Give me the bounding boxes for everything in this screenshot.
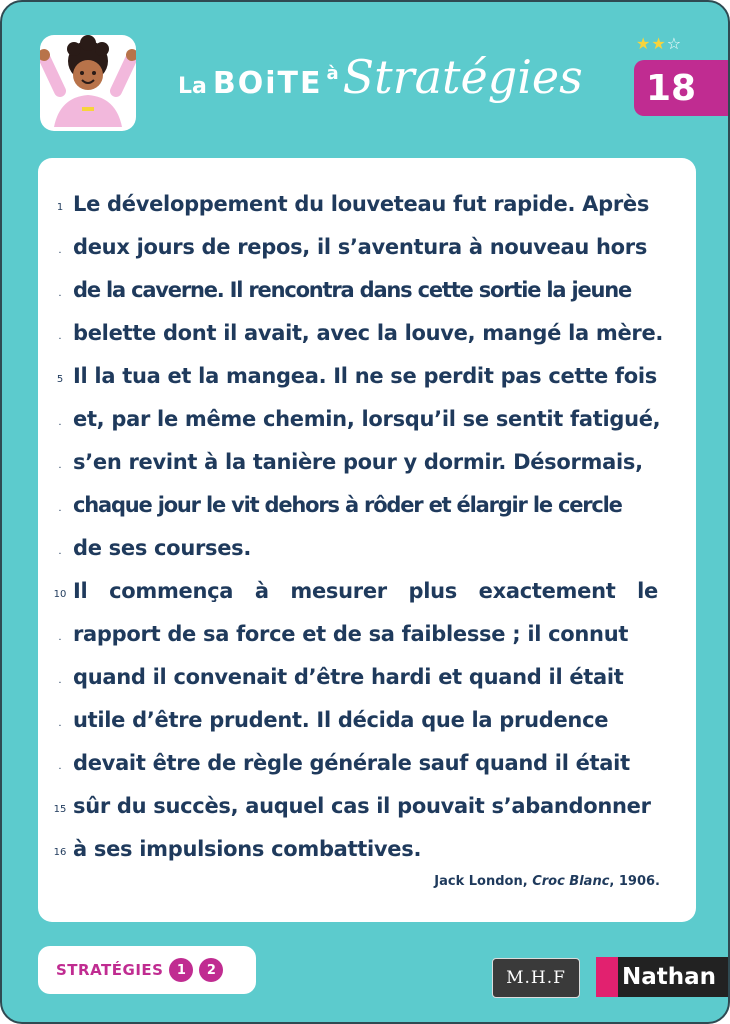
line-text: Il commença à mesurer plus exactement le	[73, 579, 658, 603]
brand-a: à	[326, 63, 339, 84]
citation-year: , 1906.	[609, 874, 660, 889]
text-line	[38, 233, 696, 267]
citation-author: Jack London,	[434, 874, 533, 889]
line-number: 15	[53, 804, 67, 815]
brand-title	[178, 50, 583, 130]
line-number: .	[58, 718, 62, 729]
text-line	[38, 663, 696, 697]
text-line	[38, 190, 696, 224]
nathan-logo	[596, 957, 730, 997]
text-line	[38, 362, 696, 396]
text-line	[38, 319, 696, 353]
text-line	[38, 835, 696, 869]
text-line	[38, 749, 696, 783]
mhf-logo: M.H.F	[492, 958, 580, 998]
text-line	[38, 448, 696, 482]
nathan-mark-icon	[596, 957, 618, 997]
line-text: et, par le même chemin, lorsqu’il se sentit fatigué,	[73, 407, 661, 431]
line-text: de ses courses.	[73, 536, 252, 560]
text-line	[38, 577, 696, 611]
star-filled-icon: ★	[651, 34, 667, 53]
line-text: s’en revint à la tanière pour y dormir. Désormais,	[73, 450, 643, 474]
line-text: Le développement du louveteau fut rapide. Après	[73, 192, 650, 216]
line-text: de la caverne. Il rencontra dans cette sortie la jeune	[73, 278, 632, 302]
source-citation	[434, 874, 660, 889]
star-filled-icon: ★	[636, 34, 652, 53]
line-text: devait être de règle générale sauf quand il était	[73, 751, 630, 775]
line-number: 10	[53, 589, 67, 600]
text-panel	[38, 158, 696, 922]
line-text: Il la tua et la mangea. Il ne se perdit pas cette fois	[73, 364, 657, 388]
strategies-box	[38, 946, 256, 994]
brand-strategies: Stratégies	[342, 50, 583, 104]
line-number: 1	[56, 202, 64, 213]
brand-boite: BOiTE	[212, 66, 323, 101]
strategies-label: STRATÉGIES	[56, 961, 164, 979]
text-line	[38, 620, 696, 654]
line-number: 5	[56, 374, 64, 385]
line-number: .	[58, 503, 62, 514]
line-number: .	[58, 245, 62, 256]
text-line	[38, 405, 696, 439]
brand-la: La	[178, 74, 207, 99]
line-text: belette dont il avait, avec la louve, mangé la mère.	[73, 321, 664, 345]
star-empty-icon: ☆	[666, 34, 683, 53]
line-text: deux jours de repos, il s’aventura à nouveau hors	[73, 235, 648, 259]
strategy-badge: 2	[199, 958, 223, 982]
line-number: .	[58, 417, 62, 428]
line-text: sûr du succès, auquel cas il pouvait s’abandonner	[73, 794, 651, 818]
child-avatar	[40, 35, 136, 131]
text-line	[38, 276, 696, 310]
line-number: .	[58, 460, 62, 471]
publisher-name: Nathan	[622, 964, 717, 990]
line-text: à ses impulsions combattives.	[73, 837, 422, 861]
line-text: utile d’être prudent. Il décida que la prudence	[73, 708, 609, 732]
line-number: 16	[53, 847, 67, 858]
line-number: .	[58, 288, 62, 299]
line-number: .	[58, 546, 62, 557]
card-number: 18	[634, 60, 730, 116]
line-number: .	[58, 675, 62, 686]
line-number: .	[58, 331, 62, 342]
strategy-badge: 1	[169, 958, 193, 982]
line-text: chaque jour le vit dehors à rôder et élargir le cercle	[73, 493, 622, 517]
line-number: .	[58, 632, 62, 643]
text-line	[38, 534, 696, 568]
line-text: quand il convenait d’être hardi et quand il était	[73, 665, 624, 689]
citation-book: Croc Blanc	[532, 874, 610, 889]
line-text: rapport de sa force et de sa faiblesse ; il connut	[73, 622, 629, 646]
line-number: .	[58, 761, 62, 772]
text-line	[38, 792, 696, 826]
text-line	[38, 491, 696, 525]
text-line	[38, 706, 696, 740]
difficulty-stars	[636, 34, 682, 53]
